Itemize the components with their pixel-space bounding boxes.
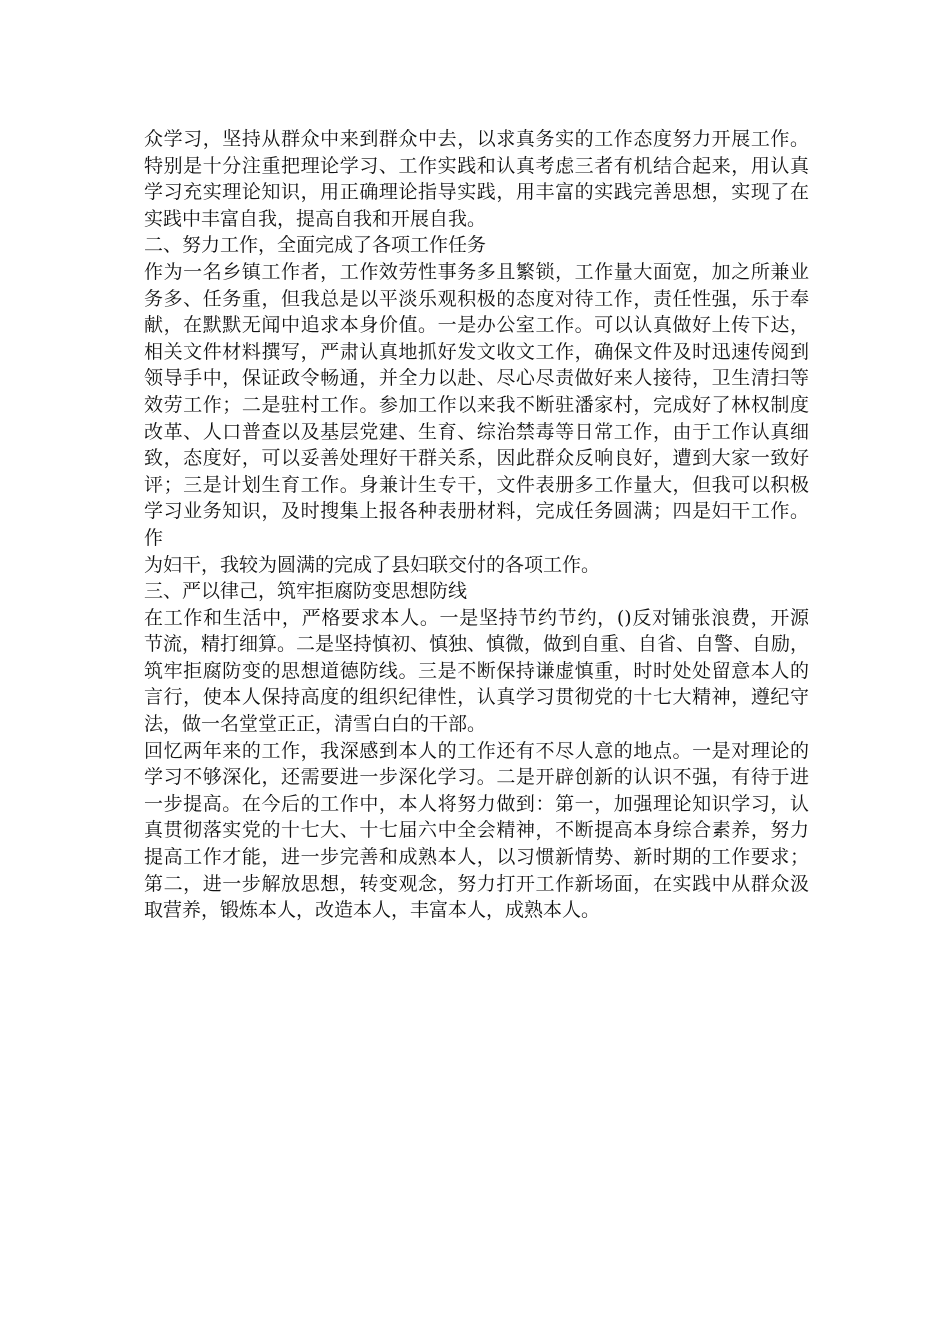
- text-line: 取营养，锻炼本人，改造本人，丰富本人，成熟本人。: [144, 899, 601, 922]
- text-line: 节流，精打细算。二是坚持慎初、慎独、慎微，做到自重、自省、自警、自励，: [144, 633, 810, 656]
- text-line: 第二，进一步解放思想，转变观念，努力打开工作新场面，在实践中从群众汲: [144, 872, 809, 895]
- text-line: 言行，使本人保持高度的组织纪律性，认真学习贯彻党的十七大精神，遵纪守: [144, 686, 809, 709]
- text-line: 筑牢拒腐防变的思想道德防线。三是不断保持谦虚慎重，时时处处留意本人的: [144, 659, 809, 682]
- text-line: 回忆两年来的工作，我深感到本人的工作还有不尽人意的地点。一是对理论的: [144, 739, 809, 762]
- text-line: 效劳工作；二是驻村工作。参加工作以来我不断驻潘家村，完成好了林权制度: [144, 393, 809, 416]
- text-line: 真贯彻落实党的十七大、十七届六中全会精神，不断提高本身综合素养，努力: [144, 819, 809, 842]
- text-line: 作: [144, 526, 164, 549]
- text-line: 领导手中，保证政令畅通，并全力以赴、尽心尽责做好来人接待，卫生清扫等: [144, 367, 809, 390]
- text-line: 学习业务知识，及时搜集上报各种表册材料，完成任务圆满；四是妇干工作。: [144, 500, 809, 523]
- section-heading: 三、严以律己，筑牢拒腐防变思想防线: [144, 580, 468, 603]
- text-line: 作为一名乡镇工作者，工作效劳性事务多且繁锁，工作量大面宽，加之所兼业: [144, 260, 809, 283]
- text-line: 改革、人口普查以及基层党建、生育、综治禁毒等日常工作，由于工作认真细: [144, 420, 809, 443]
- text-line: 一步提高。在今后的工作中，本人将努力做到：第一，加强理论知识学习，认: [144, 792, 809, 815]
- text-line: 相关文件材料撰写，严肃认真地抓好发文收文工作，确保文件及时迅速传阅到: [144, 340, 809, 363]
- section-heading: 二、努力工作，全面完成了各项工作任务: [144, 234, 487, 257]
- text-line: 评；三是计划生育工作。身兼计生专干，文件表册多工作量大，但我可以积极: [144, 473, 809, 496]
- text-line: 提高工作才能，进一步完善和成熟本人，以习惯新情势、新时期的工作要求；: [144, 846, 809, 869]
- text-line: 众学习，坚持从群众中来到群众中去，以求真务实的工作态度努力开展工作。: [144, 128, 809, 150]
- text-line: 在工作和生活中，严格要求本人。一是坚持节约节约，()反对铺张浪费，开源: [144, 606, 809, 629]
- text-line: 务多、任务重，但我总是以平淡乐观积极的态度对待工作，责任性强，乐于奉: [144, 287, 809, 310]
- text-line: 为妇干，我较为圆满的完成了县妇联交付的各项工作。: [144, 553, 601, 576]
- text-line: 致，态度好，可以妥善处理好干群关系，因此群众反响良好，遭到大家一致好: [144, 447, 809, 470]
- document-body: [144, 126, 809, 924]
- text-line: 实践中丰富自我，提高自我和开展自我。: [144, 207, 487, 230]
- text-line: 学习不够深化，还需要进一步深化学习。二是开辟创新的认识不强，有待于进: [144, 766, 809, 789]
- text-line: 献，在默默无闻中追求本身价值。一是办公室工作。可以认真做好上传下达，: [144, 314, 809, 337]
- text-line: 学习充实理论知识，用正确理论指导实践，用丰富的实践完善思想，实现了在: [144, 181, 809, 204]
- text-line: 特别是十分注重把理论学习、工作实践和认真考虑三者有机结合起来，用认真: [144, 154, 809, 177]
- text-line: 法，做一名堂堂正正，清雪白白的干部。: [144, 713, 487, 736]
